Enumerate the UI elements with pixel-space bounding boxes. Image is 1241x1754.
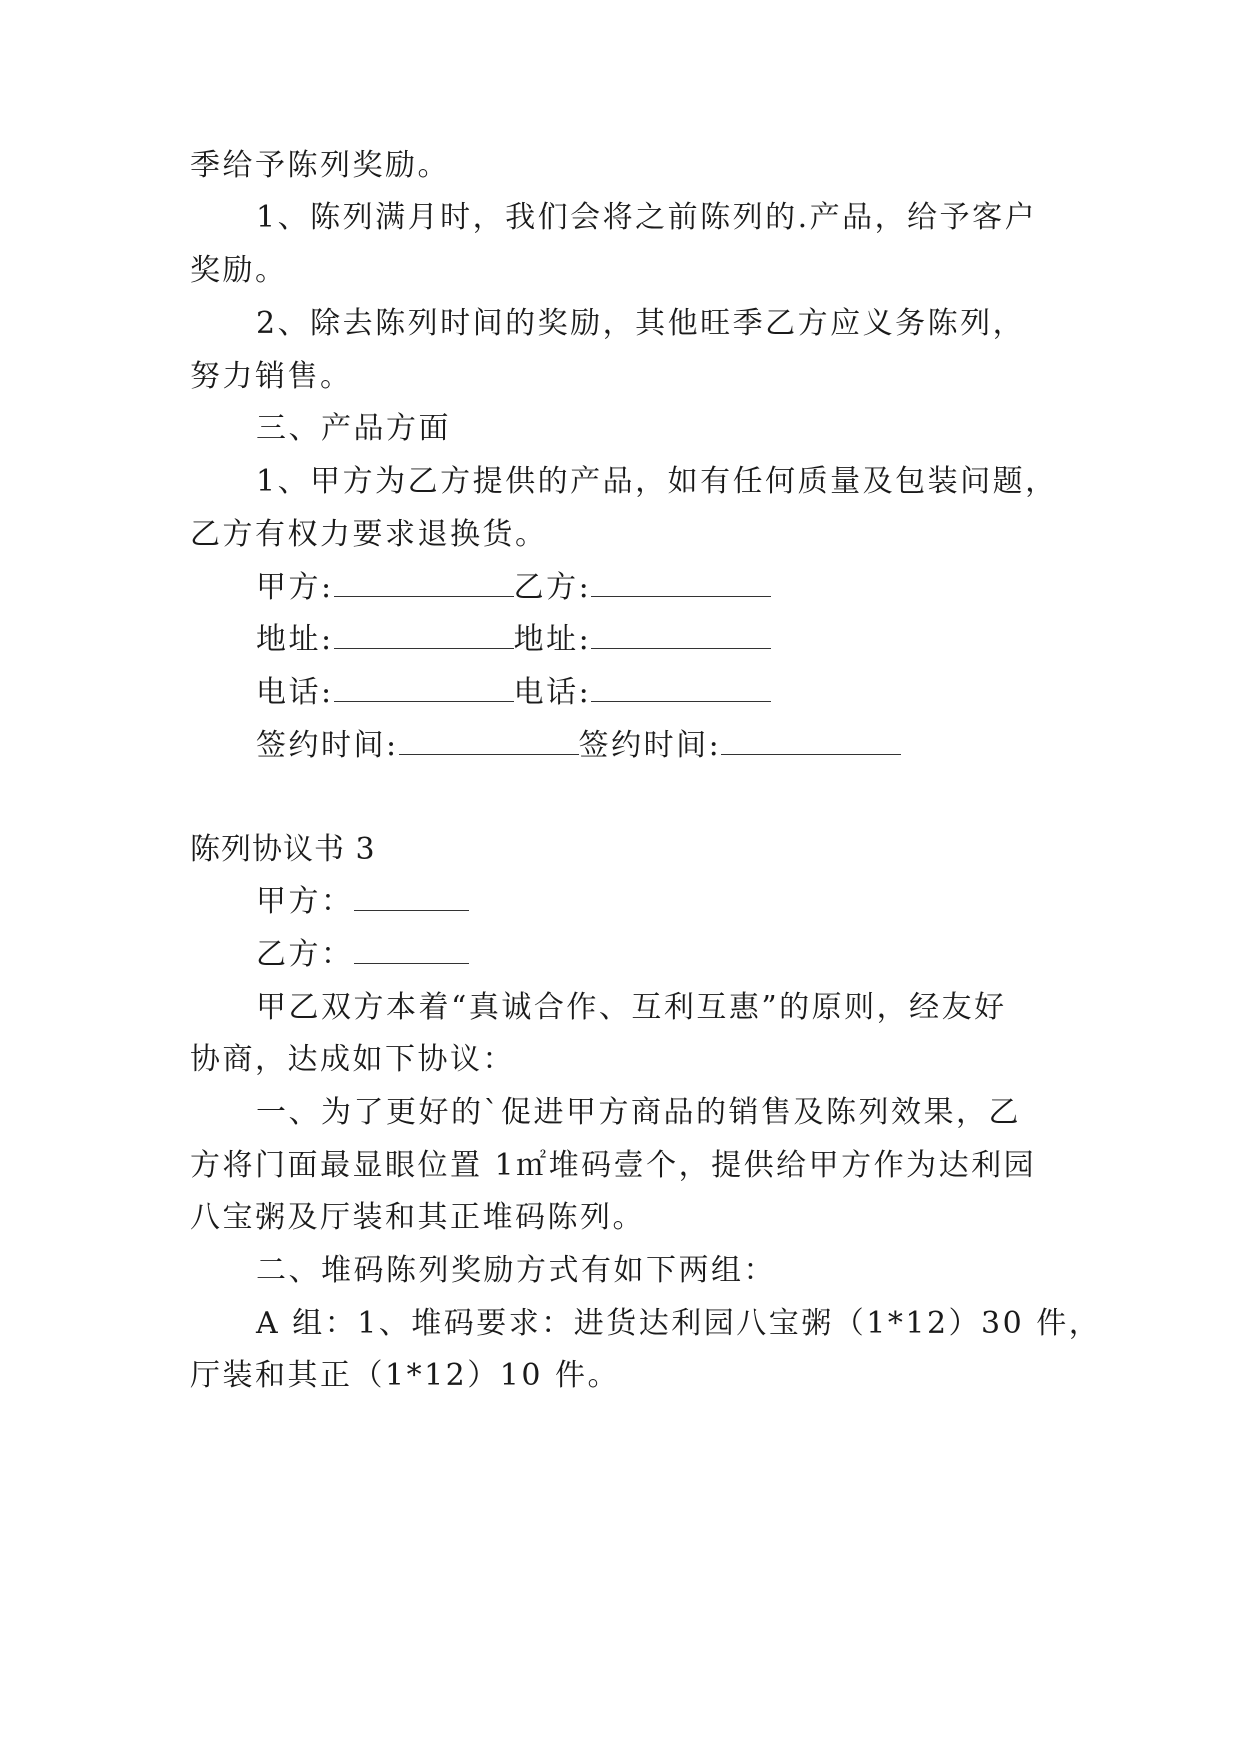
party-b-label: 乙方：: [256, 937, 354, 972]
date-a-blank: [399, 728, 579, 755]
paragraph-line: 甲乙双方本着“真诚合作、互利互惠”的原则，经友好: [256, 990, 1007, 1025]
party-b-blank: [591, 570, 771, 597]
phone-a-label: 电话:: [256, 675, 334, 710]
party-a-label: 甲方:: [256, 570, 334, 605]
address-a-blank: [334, 622, 514, 649]
party-b-line: [256, 935, 469, 975]
paragraph-line: 八宝粥及厅装和其正堆码陈列。: [190, 1200, 645, 1235]
phone-a-blank: [334, 675, 514, 702]
section-heading: 三、产品方面: [256, 411, 451, 446]
agreement-title: 陈列协议书 3: [190, 832, 376, 867]
paragraph-line: 二、堆码陈列奖励方式有如下两组：: [256, 1253, 776, 1288]
address-a-label: 地址:: [256, 622, 334, 657]
paragraph-line: 一、为了更好的`促进甲方商品的销售及陈列效果，乙: [256, 1095, 1021, 1130]
phone-b-blank: [591, 675, 771, 702]
party-a-line: [256, 882, 469, 922]
party-a-blank: [334, 570, 514, 597]
date-b-blank: [721, 728, 901, 755]
paragraph-line: 季给予陈列奖励。: [190, 148, 450, 183]
paragraph-line: 厅装和其正（1*12）10 件。: [190, 1358, 620, 1393]
party-a-label: 甲方：: [256, 884, 354, 919]
party-a-blank: [354, 884, 469, 911]
date-a-label: 签约时间:: [256, 728, 399, 763]
paragraph-line: A 组：1、堆码要求：进货达利园八宝粥（1*12）30 件，: [256, 1306, 1102, 1341]
date-b-label: 签约时间:: [578, 728, 722, 763]
signature-row-phone: [256, 673, 771, 713]
signature-row-party: [256, 568, 771, 608]
paragraph-line: 努力销售。: [190, 359, 353, 394]
address-b-blank: [591, 622, 771, 649]
paragraph-line: 乙方有权力要求退换货。: [190, 517, 548, 552]
signature-row-address: [256, 620, 771, 660]
address-b-label: 地址:: [513, 622, 592, 657]
paragraph-line: 1、陈列满月时，我们会将之前陈列的.产品，给予客户: [256, 200, 1038, 235]
paragraph-line: 奖励。: [190, 253, 288, 288]
paragraph-line: 协商，达成如下协议：: [190, 1042, 515, 1077]
paragraph-line: 2、除去陈列时间的奖励，其他旺季乙方应义务陈列，: [256, 306, 1026, 341]
paragraph-line: 方将门面最显眼位置 1㎡堆码壹个，提供给甲方作为达利园: [190, 1148, 1037, 1183]
party-b-label: 乙方:: [513, 570, 592, 605]
phone-b-label: 电话:: [513, 675, 592, 710]
party-b-blank: [354, 937, 469, 964]
signature-row-date: [256, 726, 901, 766]
paragraph-line: 1、甲方为乙方提供的产品，如有任何质量及包装问题，: [256, 464, 1058, 499]
